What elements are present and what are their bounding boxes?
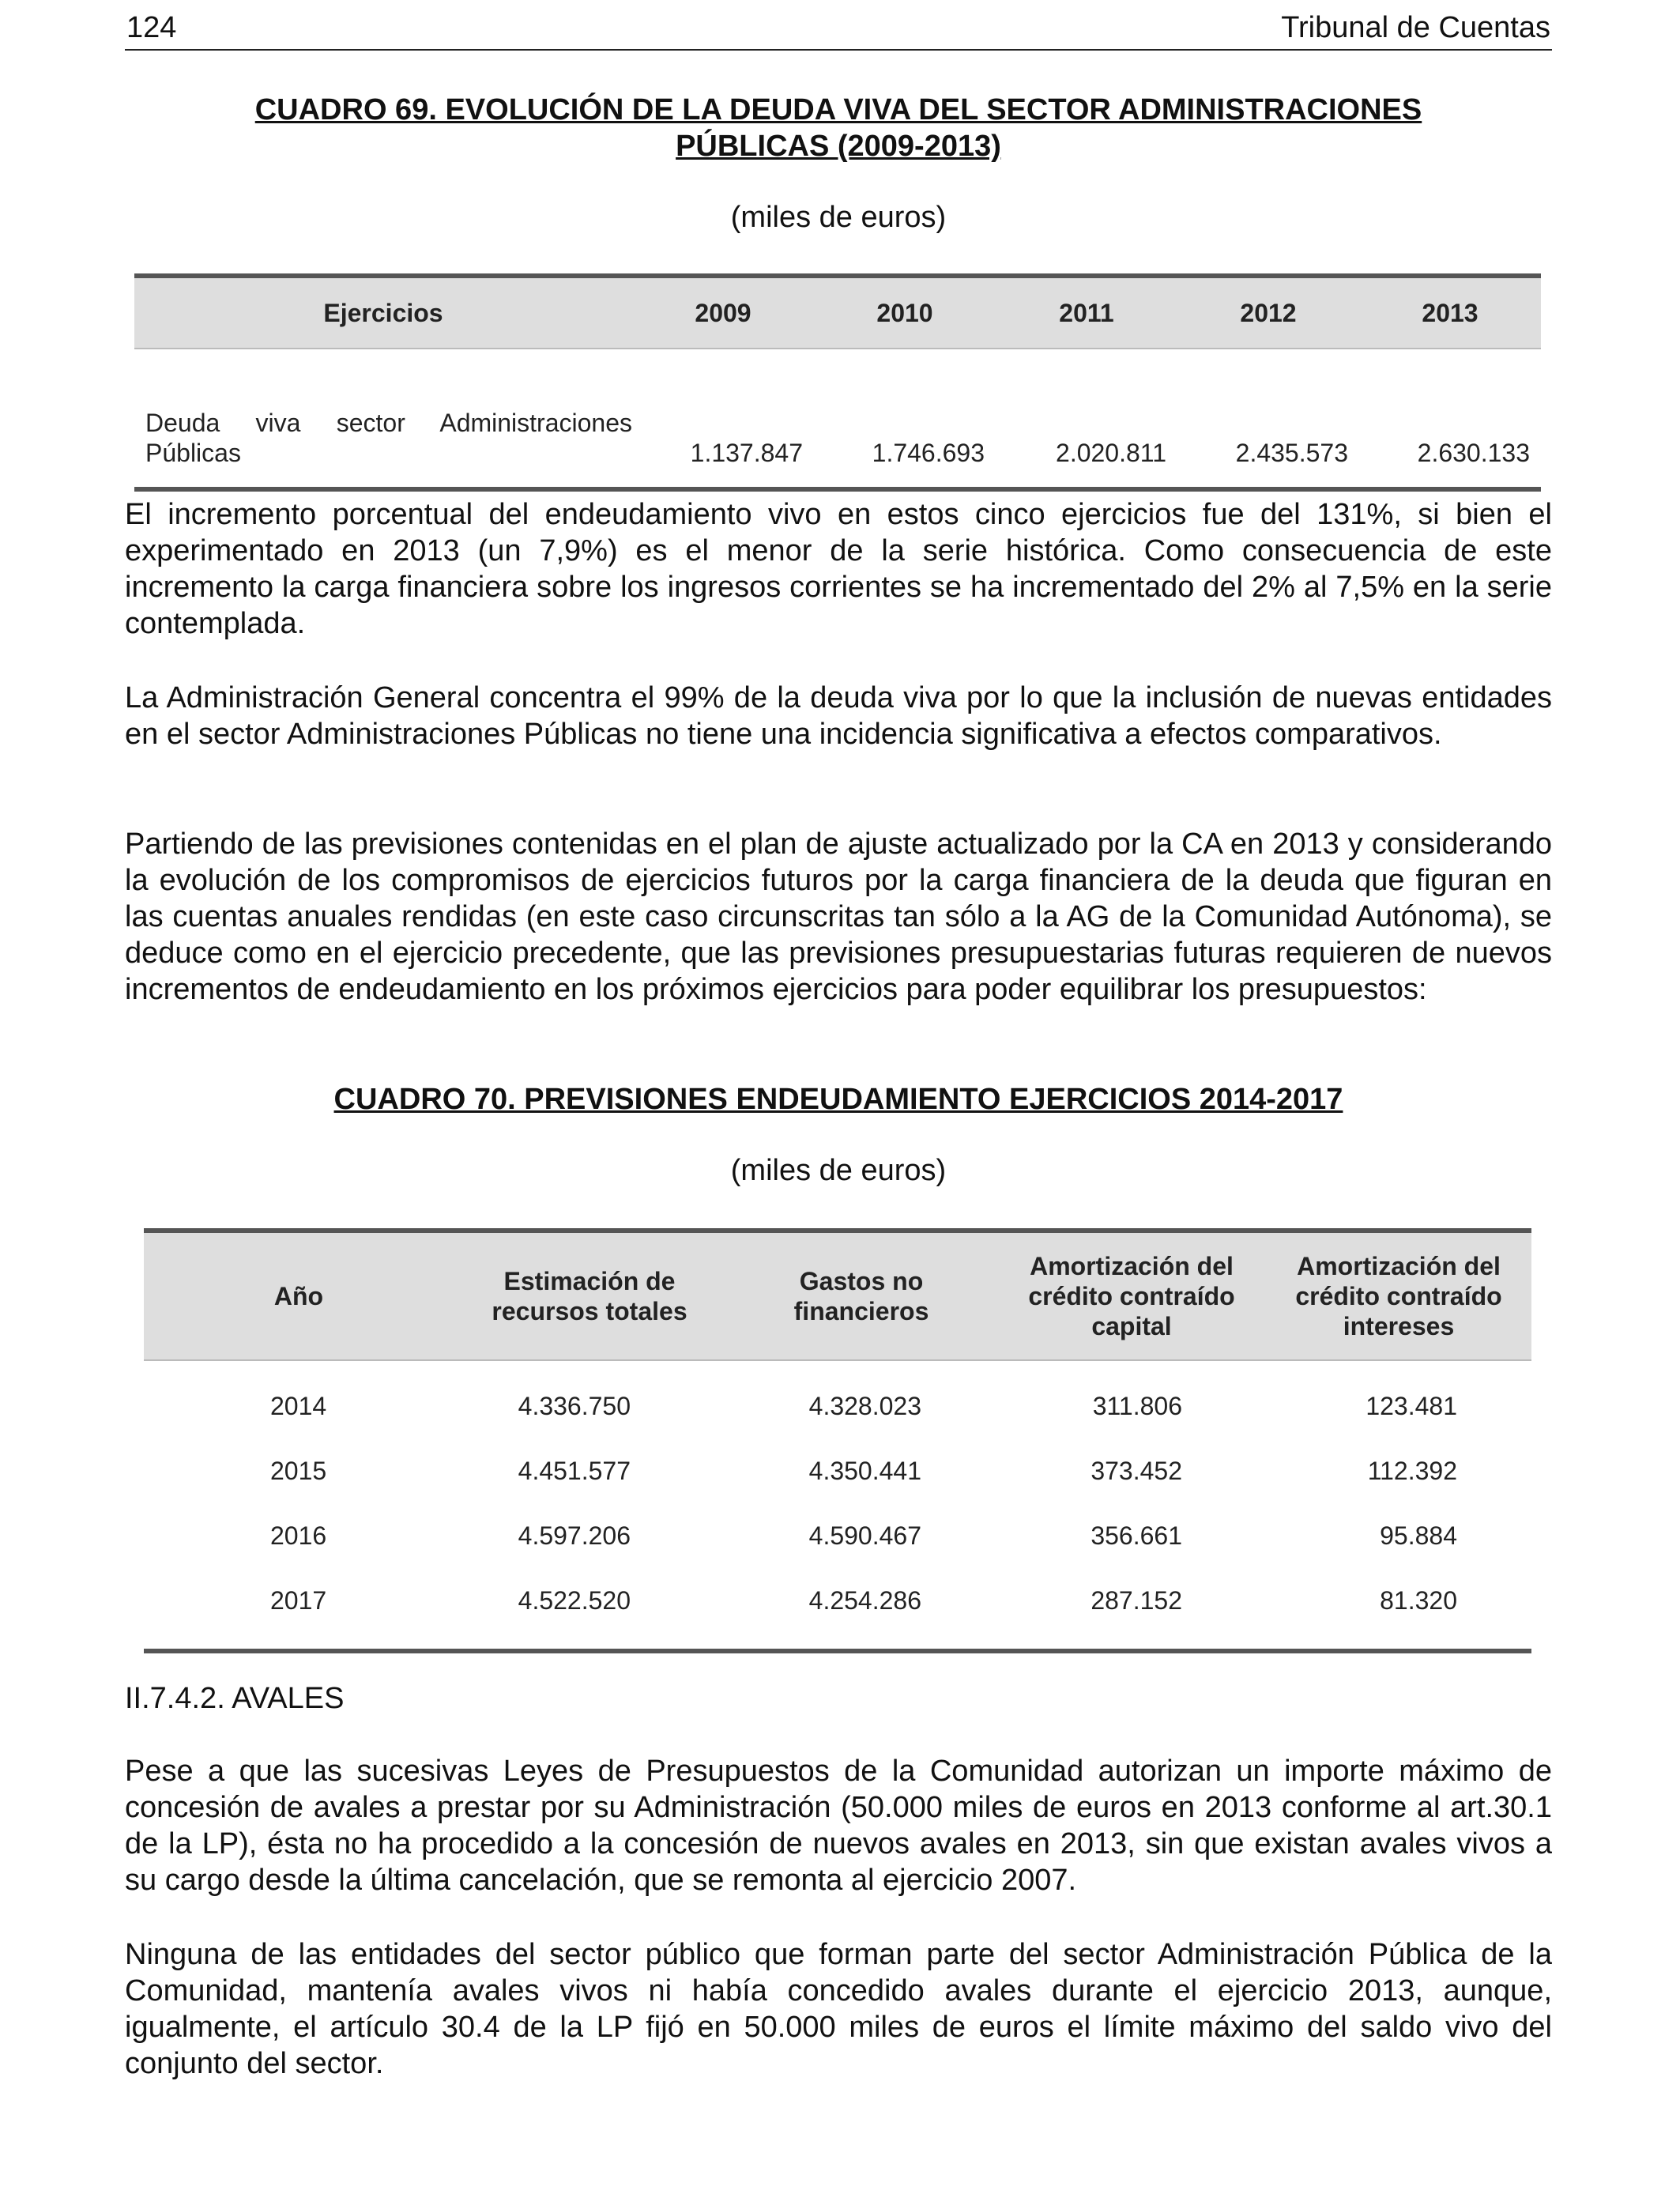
paragraph-4: Pese a que las sucesivas Leyes de Presupuestos de la Comunidad autorizan un importe máximo de concesión de avales a prestar por su Administración (50.000 miles de euros en 2013 conforme al art.30.1 de la LP), ésta no ha procedido a la concesión de nuevos avales en 2013, sin que existan avales vivos a su cargo desde la última cancelación, que se remonta al ejercicio 2007.	[125, 1755, 1552, 1897]
table-cell: 4.336.750	[518, 1391, 631, 1420]
table-cell: 123.481	[1365, 1391, 1457, 1420]
table-cell: 4.597.206	[518, 1521, 631, 1550]
table-cell: 4.328.023	[808, 1391, 921, 1420]
cuadro-69-title-line1: CUADRO 69. EVOLUCIÓN DE LA DEUDA VIVA DEL SECTOR ADMINISTRACIONES	[254, 93, 1422, 126]
paragraph-3: Partiendo de las previsiones contenidas en el plan de ajuste actualizado por la CA en 2013 y considerando la evolución de los compromisos de ejercicios futuros por la carga financiera de la deuda que figuran en las cuentas anuales rendidas (en este caso circunscritas tan sólo a la AG de la Comunidad Autónoma), se deduce como en el ejercicio precedente, que las previsiones presupuestarias futuras requieren de nuevos incrementos de endeudamiento en los próximos ejercicios para poder equilibrar los presupuestos:	[125, 827, 1552, 1006]
section-heading: II.7.4.2. AVALES	[125, 1682, 345, 1715]
table-cell: 2017	[270, 1585, 327, 1615]
cuadro-69-title	[125, 92, 1552, 164]
table-cell: 4.451.577	[518, 1456, 631, 1485]
table-header-row	[144, 1231, 1531, 1360]
organization-name: Tribunal de Cuentas	[1281, 11, 1550, 44]
table-cell: 356.661	[1090, 1521, 1182, 1550]
page-header	[125, 8, 1552, 51]
table-cell: 2015	[270, 1456, 327, 1485]
paragraph-2: La Administración General concentra el 99% de la deuda viva por lo que la inclusión de nuevas entidades en el sector Administraciones Públicas no tiene una incidencia significativa a efectos comparativos.	[125, 681, 1552, 751]
cuadro-69-table	[134, 273, 1541, 492]
column-header: 2012	[1177, 276, 1359, 349]
column-header: 2010	[814, 276, 996, 349]
table-cell: 81.320	[1380, 1585, 1457, 1615]
cuadro-69-title-line2: PÚBLICAS (2009-2013)	[676, 130, 1001, 163]
table-cell: 287.152	[1090, 1585, 1182, 1615]
page-number: 124	[126, 11, 177, 44]
cuadro-69-units: (miles de euros)	[730, 201, 947, 234]
column-header: 2013	[1359, 276, 1541, 349]
table-header-row	[134, 276, 1541, 349]
table-row	[144, 1360, 1531, 1438]
table-cell: 373.452	[1090, 1456, 1182, 1485]
cuadro-70-units: (miles de euros)	[730, 1154, 947, 1187]
table-cell: 2.020.811	[1056, 439, 1166, 467]
table-row	[144, 1568, 1531, 1651]
table-row	[134, 349, 1541, 489]
table-cell: 1.746.693	[872, 439, 985, 467]
paragraph-5: Ninguna de las entidades del sector público que forman parte del sector Administración Pública de la Comunidad, mantenía avales vivos ni había concedido avales durante el ejercicio 2013, aunque, igualmente, el artículo 30.4 de la LP fijó en 50.000 miles de euros el límite máximo del saldo vivo del conjunto del sector.	[125, 1938, 1552, 2080]
table-cell: 2.435.573	[1235, 439, 1348, 467]
table-row	[144, 1503, 1531, 1568]
column-header: Año	[144, 1231, 454, 1360]
cuadro-70-table	[144, 1228, 1531, 1653]
table-cell: 95.884	[1380, 1521, 1457, 1550]
column-header: Ejercicios	[134, 276, 632, 349]
table-cell: 2.630.133	[1417, 439, 1530, 467]
table-cell: 2016	[270, 1521, 327, 1550]
column-header: 2011	[996, 276, 1177, 349]
cuadro-70-title: CUADRO 70. PREVISIONES ENDEUDAMIENTO EJERCICIOS 2014-2017	[333, 1083, 1343, 1116]
table-cell: 4.590.467	[808, 1521, 921, 1550]
table-cell: 4.254.286	[808, 1585, 921, 1615]
table-row	[144, 1438, 1531, 1503]
table-cell: 2014	[270, 1391, 327, 1420]
column-header: Estimación de recursos totales	[454, 1231, 725, 1360]
row-label: Deuda viva sector Administraciones Públicas	[145, 409, 632, 467]
table-cell: 4.350.441	[808, 1456, 921, 1485]
column-header: Amortización del crédito contraído capital	[997, 1231, 1266, 1360]
column-header: 2009	[632, 276, 814, 349]
table-cell: 311.806	[1092, 1391, 1182, 1420]
paragraph-1: El incremento porcentual del endeudamiento vivo en estos cinco ejercicios fue del 131%, si bien el experimentado en 2013 (un 7,9%) es el menor de la serie histórica. Como consecuencia de este incremento la carga financiera sobre los ingresos corrientes se ha incrementado del 2% al 7,5% en la serie contemplada.	[125, 498, 1552, 640]
column-header: Gastos no financieros	[725, 1231, 997, 1360]
table-cell: 112.392	[1367, 1456, 1457, 1485]
table-cell: 4.522.520	[518, 1585, 631, 1615]
column-header: Amortización del crédito contraído intereses	[1266, 1231, 1531, 1360]
table-cell: 1.137.847	[690, 439, 803, 467]
